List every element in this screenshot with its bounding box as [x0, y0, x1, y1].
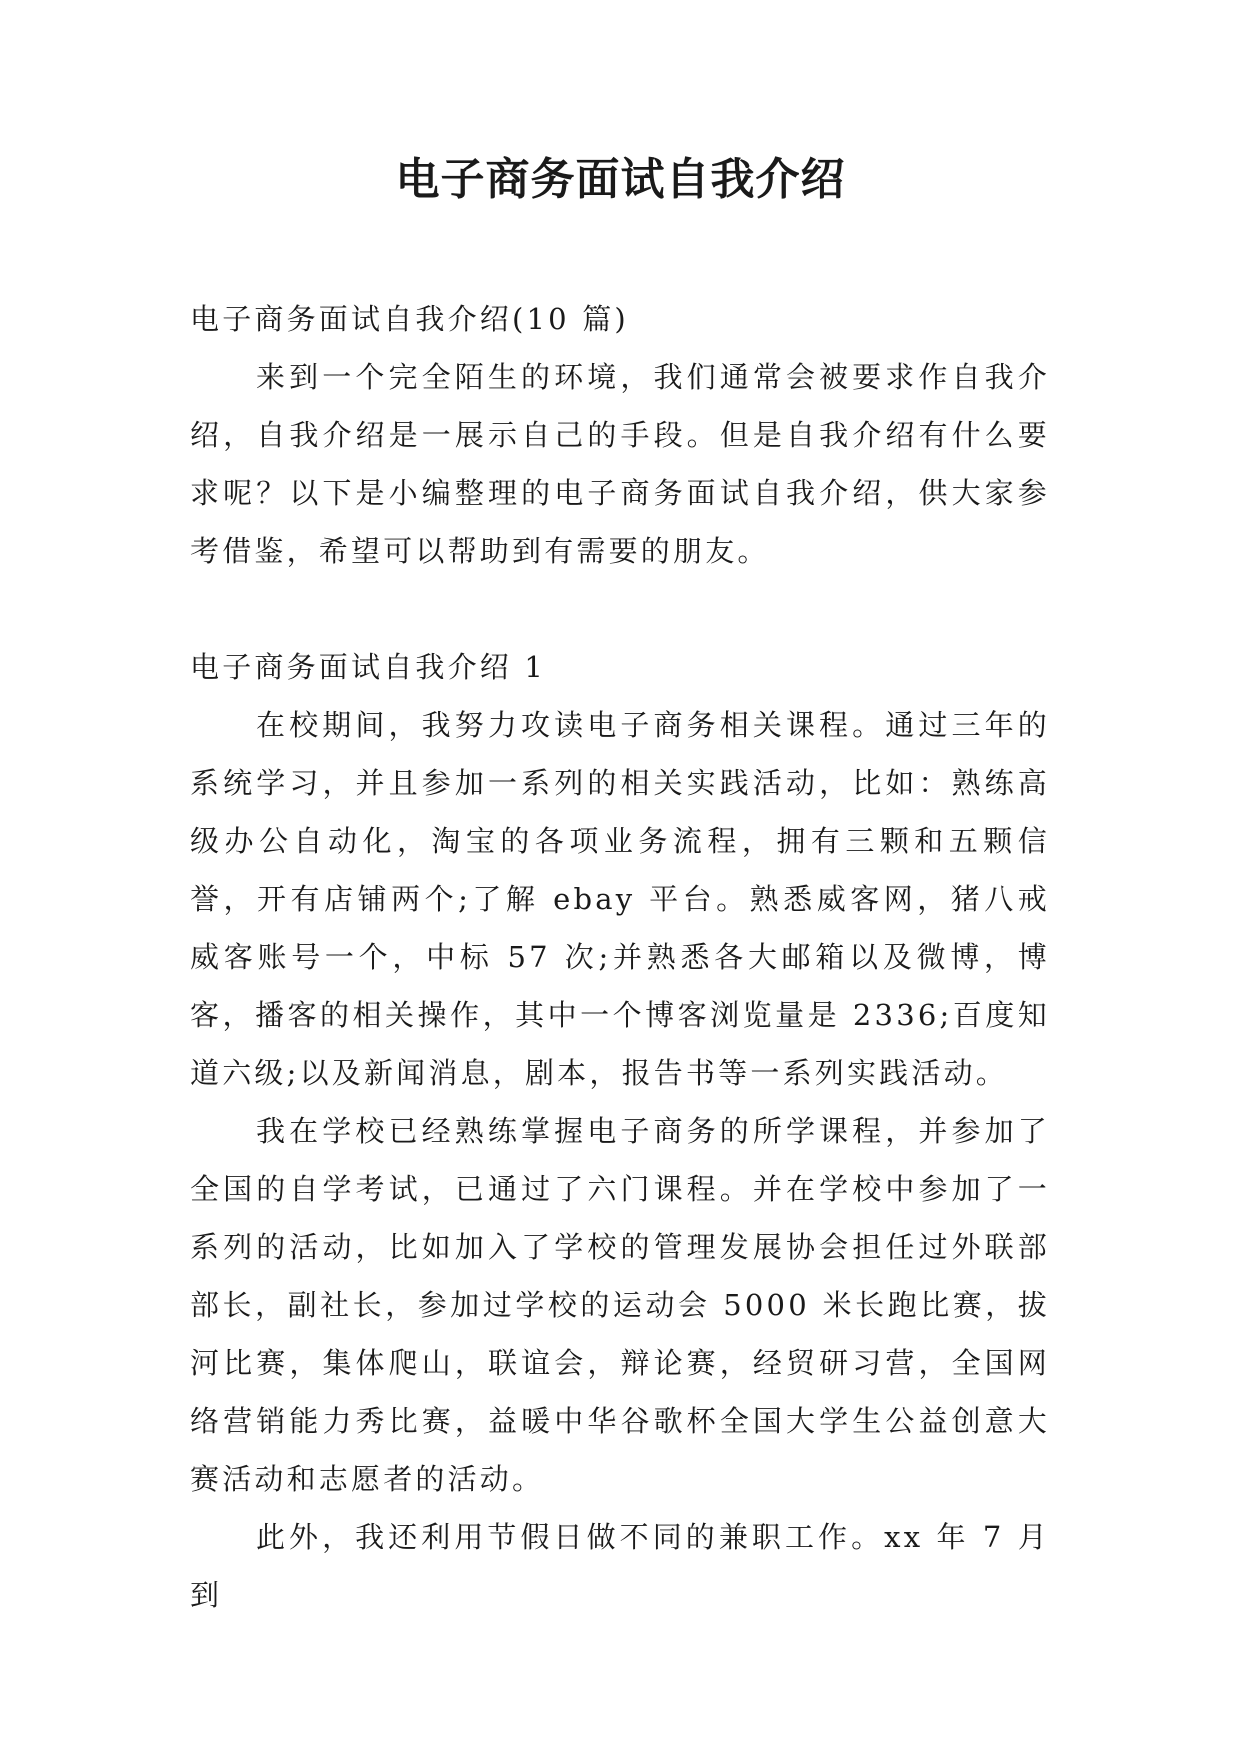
body-paragraph: 在校期间，我努力攻读电子商务相关课程。通过三年的系统学习，并且参加一系列的相关实践活动，比如：熟练高级办公自动化，淘宝的各项业务流程，拥有三颗和五颗信誉，开有店铺两个;了解 ebay 平台。熟悉威客网，猪八戒威客账号一个，中标 57 次;并熟悉各大邮箱以及微博，博客，播客的相关操作，其中一个博客浏览量是 2336;百度知道六级;以及新闻消息，剧本，报告书等一系列实践活动。 [190, 708, 1050, 1090]
document-body [190, 290, 1050, 1624]
document-subtitle: 电子商务面试自我介绍(10 篇) [190, 302, 629, 336]
body-paragraph: 我在学校已经熟练掌握电子商务的所学课程，并参加了全国的自学考试，已通过了六门课程。并在学校中参加了一系列的活动，比如加入了学校的管理发展协会担任过外联部部长，副社长，参加过学校的运动会 5000 米长跑比赛，拔河比赛，集体爬山，联谊会，辩论赛，经贸研习营，全国网络营销能力秀比赛，益暖中华谷歌杯全国大学生公益创意大赛活动和志愿者的活动。 [190, 1114, 1050, 1496]
section-spacer [190, 580, 1050, 638]
body-paragraph: 此外，我还利用节假日做不同的兼职工作。xx 年 7 月到 [190, 1520, 1050, 1612]
section-heading: 电子商务面试自我介绍 1 [190, 650, 547, 684]
intro-paragraph: 来到一个完全陌生的环境，我们通常会被要求作自我介绍，自我介绍是一展示自己的手段。但是自我介绍有什么要求呢？以下是小编整理的电子商务面试自我介绍，供大家参考借鉴，希望可以帮助到有需要的朋友。 [190, 360, 1050, 568]
document-title: 电子商务面试自我介绍 [395, 154, 846, 205]
